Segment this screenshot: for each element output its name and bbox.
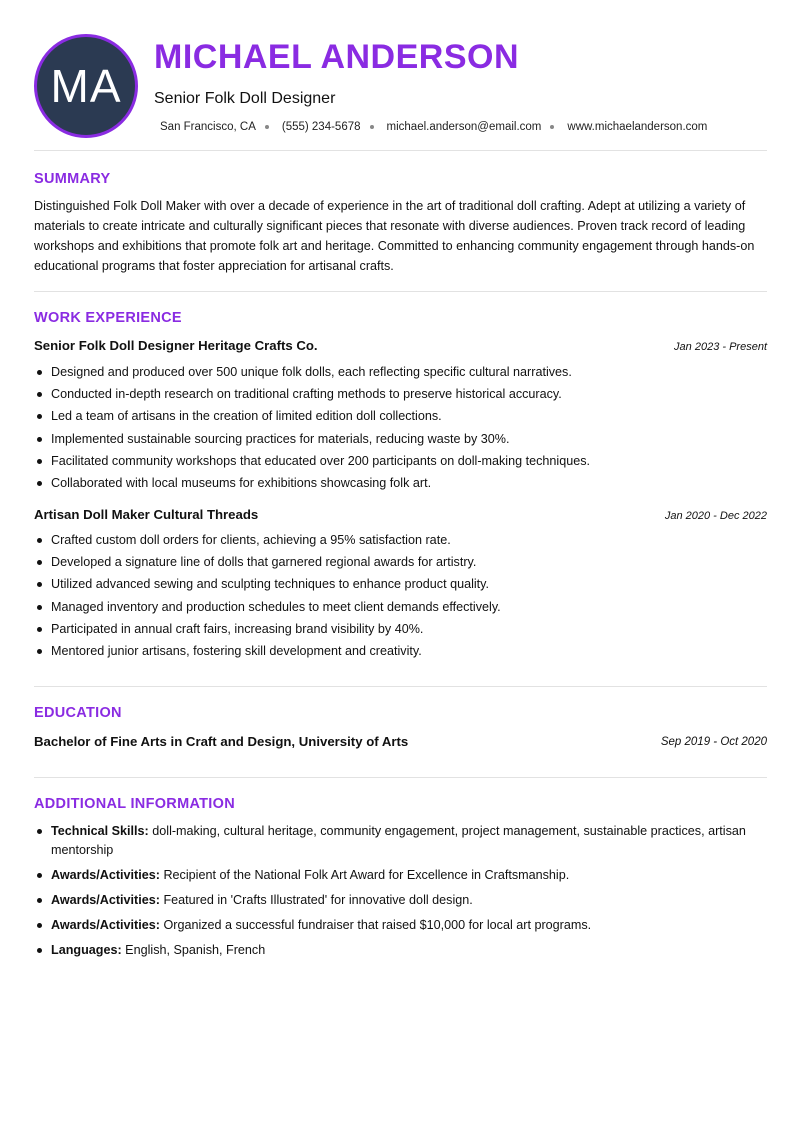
job-title: Senior Folk Doll Designer Heritage Crafts Co.	[34, 338, 318, 353]
info-value: English, Spanish, French	[121, 943, 266, 957]
summary-text: Distinguished Folk Doll Maker with over a decade of experience in the art of traditional doll crafting. Adept at utilizing a variety of materials to create intricate and culturally significant pieces that resonate with diverse audiences. Proven track record of leading workshops and exhibitions that promote folk art and heritage. Committed to enhancing community engagement through hands-on educational programs that foster appreciation for artisanal crafts.	[34, 199, 755, 273]
section-divider	[34, 150, 767, 151]
education-degree: Bachelor of Fine Arts in Craft and Design, University of Arts	[34, 734, 409, 749]
education-dates: Sep 2019 - Oct 2020	[660, 736, 767, 748]
info-value: doll-making, cultural heritage, community engagement, project management, sustainable practices, artisan mentorship	[51, 824, 746, 857]
contact-location: San Francisco, CA	[160, 121, 256, 133]
list-item: Conducted in-depth research on traditional crafting methods to preserve historical accuracy.	[34, 386, 767, 408]
list-item: Designed and produced over 500 unique folk dolls, each reflecting specific cultural narratives.	[34, 364, 767, 386]
candidate-role: Senior Folk Doll Designer	[154, 90, 336, 107]
additional-info-list	[34, 822, 767, 966]
work-experience-heading: WORK EXPERIENCE	[34, 310, 182, 326]
list-item	[34, 916, 767, 935]
job-bullets	[34, 532, 767, 665]
list-item: Facilitated community workshops that educated over 200 participants on doll-making techniques.	[34, 453, 767, 475]
candidate-name: MICHAEL ANDERSON	[154, 38, 520, 76]
info-label: Languages:	[51, 943, 122, 957]
separator-dot	[370, 125, 374, 129]
section-divider	[34, 777, 767, 778]
section-divider	[34, 686, 767, 687]
list-item: Mentored junior artisans, fostering skill development and creativity.	[34, 643, 767, 665]
info-label: Awards/Activities:	[51, 918, 160, 932]
info-value: Organized a successful fundraiser that raised $10,000 for local art programs.	[159, 918, 592, 932]
job-title: Artisan Doll Maker Cultural Threads	[34, 507, 259, 522]
list-item	[34, 891, 767, 910]
list-item: Crafted custom doll orders for clients, achieving a 95% satisfaction rate.	[34, 532, 767, 554]
separator-dot	[265, 125, 269, 129]
list-item: Collaborated with local museums for exhibitions showcasing folk art.	[34, 475, 767, 497]
job-dates: Jan 2023 - Present	[674, 341, 767, 353]
info-label: Awards/Activities:	[51, 868, 160, 882]
info-label: Technical Skills:	[51, 824, 149, 838]
list-item: Developed a signature line of dolls that garnered regional awards for artistry.	[34, 554, 767, 576]
contact-website[interactable]: www.michaelanderson.com	[567, 121, 708, 133]
contact-phone: (555) 234-5678	[281, 121, 361, 133]
list-item: Managed inventory and production schedules to meet client demands effectively.	[34, 599, 767, 621]
section-divider	[34, 291, 767, 292]
list-item: Utilized advanced sewing and sculpting techniques to enhance product quality.	[34, 576, 767, 598]
resume-header	[34, 34, 767, 138]
contact-email[interactable]: michael.anderson@email.com	[386, 121, 542, 133]
avatar	[34, 34, 138, 138]
info-label: Awards/Activities:	[51, 893, 160, 907]
additional-info-heading: ADDITIONAL INFORMATION	[34, 796, 235, 812]
job-dates: Jan 2020 - Dec 2022	[664, 510, 767, 522]
job-bullets	[34, 364, 767, 497]
info-value: Featured in 'Crafts Illustrated' for innovative doll design.	[159, 893, 473, 907]
list-item: Led a team of artisans in the creation of limited edition doll collections.	[34, 408, 767, 430]
contact-line	[160, 121, 707, 133]
list-item	[34, 941, 767, 960]
separator-dot	[550, 125, 554, 129]
avatar-initials: MA	[50, 60, 122, 112]
education-heading: EDUCATION	[34, 705, 122, 721]
list-item	[34, 866, 767, 885]
summary-heading: SUMMARY	[34, 171, 111, 187]
info-value: Recipient of the National Folk Art Award for Excellence in Craftsmanship.	[159, 868, 570, 882]
list-item: Implemented sustainable sourcing practices for materials, reducing waste by 30%.	[34, 431, 767, 453]
list-item	[34, 822, 767, 860]
list-item: Participated in annual craft fairs, increasing brand visibility by 40%.	[34, 621, 767, 643]
